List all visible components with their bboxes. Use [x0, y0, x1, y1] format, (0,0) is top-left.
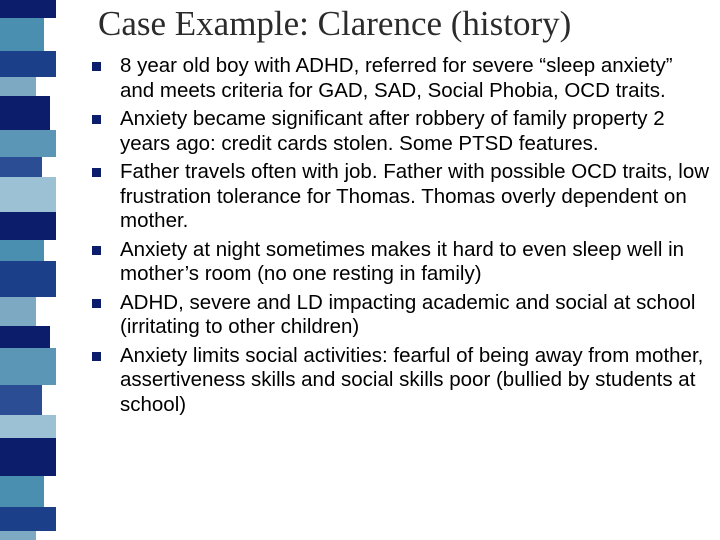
square-bullet-icon — [92, 168, 101, 177]
square-bullet-icon — [92, 299, 101, 308]
bullet-text: Father travels often with job. Father with possible OCD traits, low frustration tolerance for Thomas. Thomas overly dependent on mother. — [120, 160, 710, 232]
stripe-block — [0, 438, 56, 476]
bullet-item — [92, 160, 712, 234]
stripe-block — [0, 0, 56, 18]
square-bullet-icon — [92, 62, 101, 71]
bullet-text: Anxiety became significant after robbery of family property 2 years ago: credit cards stolen. Some PTSD features. — [120, 107, 665, 155]
stripe-block — [0, 177, 56, 212]
decorative-stripe — [0, 0, 56, 540]
bullet-item — [92, 238, 712, 287]
bullet-text: 8 year old boy with ADHD, referred for severe “sleep anxiety” and meets criteria for GAD, SAD, Social Phobia, OCD traits. — [120, 54, 673, 102]
stripe-block — [0, 130, 56, 157]
stripe-block — [0, 51, 56, 77]
slide-title: Case Example: Clarence (history) — [98, 4, 572, 43]
square-bullet-icon — [92, 246, 101, 255]
square-bullet-icon — [92, 115, 101, 124]
stripe-block — [0, 261, 56, 297]
bullet-item — [92, 107, 712, 156]
stripe-block — [0, 326, 50, 348]
bullet-text: Anxiety at night sometimes makes it hard to even sleep well in mother’s room (no one resting in family) — [120, 237, 685, 285]
stripe-block — [0, 385, 42, 415]
stripe-block — [0, 157, 42, 177]
bullet-list — [92, 54, 712, 421]
square-bullet-icon — [92, 352, 101, 361]
stripe-block — [0, 507, 56, 531]
stripe-block — [0, 348, 56, 385]
stripe-block — [0, 297, 36, 326]
stripe-block — [0, 415, 56, 438]
stripe-block — [0, 18, 44, 51]
stripe-block — [0, 77, 36, 96]
bullet-item — [92, 291, 712, 340]
stripe-block — [0, 240, 44, 261]
bullet-item — [92, 344, 712, 418]
bullet-text: Anxiety limits social activities: fearful of being away from mother, assertiveness skills and social skills poor (bullied by students at school) — [120, 343, 704, 416]
stripe-block — [0, 96, 50, 130]
bullet-text: ADHD, severe and LD impacting academic and social at school (irritating to other children) — [120, 290, 696, 338]
stripe-block — [0, 476, 44, 507]
stripe-block — [0, 212, 56, 240]
bullet-item — [92, 54, 712, 103]
stripe-block — [0, 531, 36, 540]
